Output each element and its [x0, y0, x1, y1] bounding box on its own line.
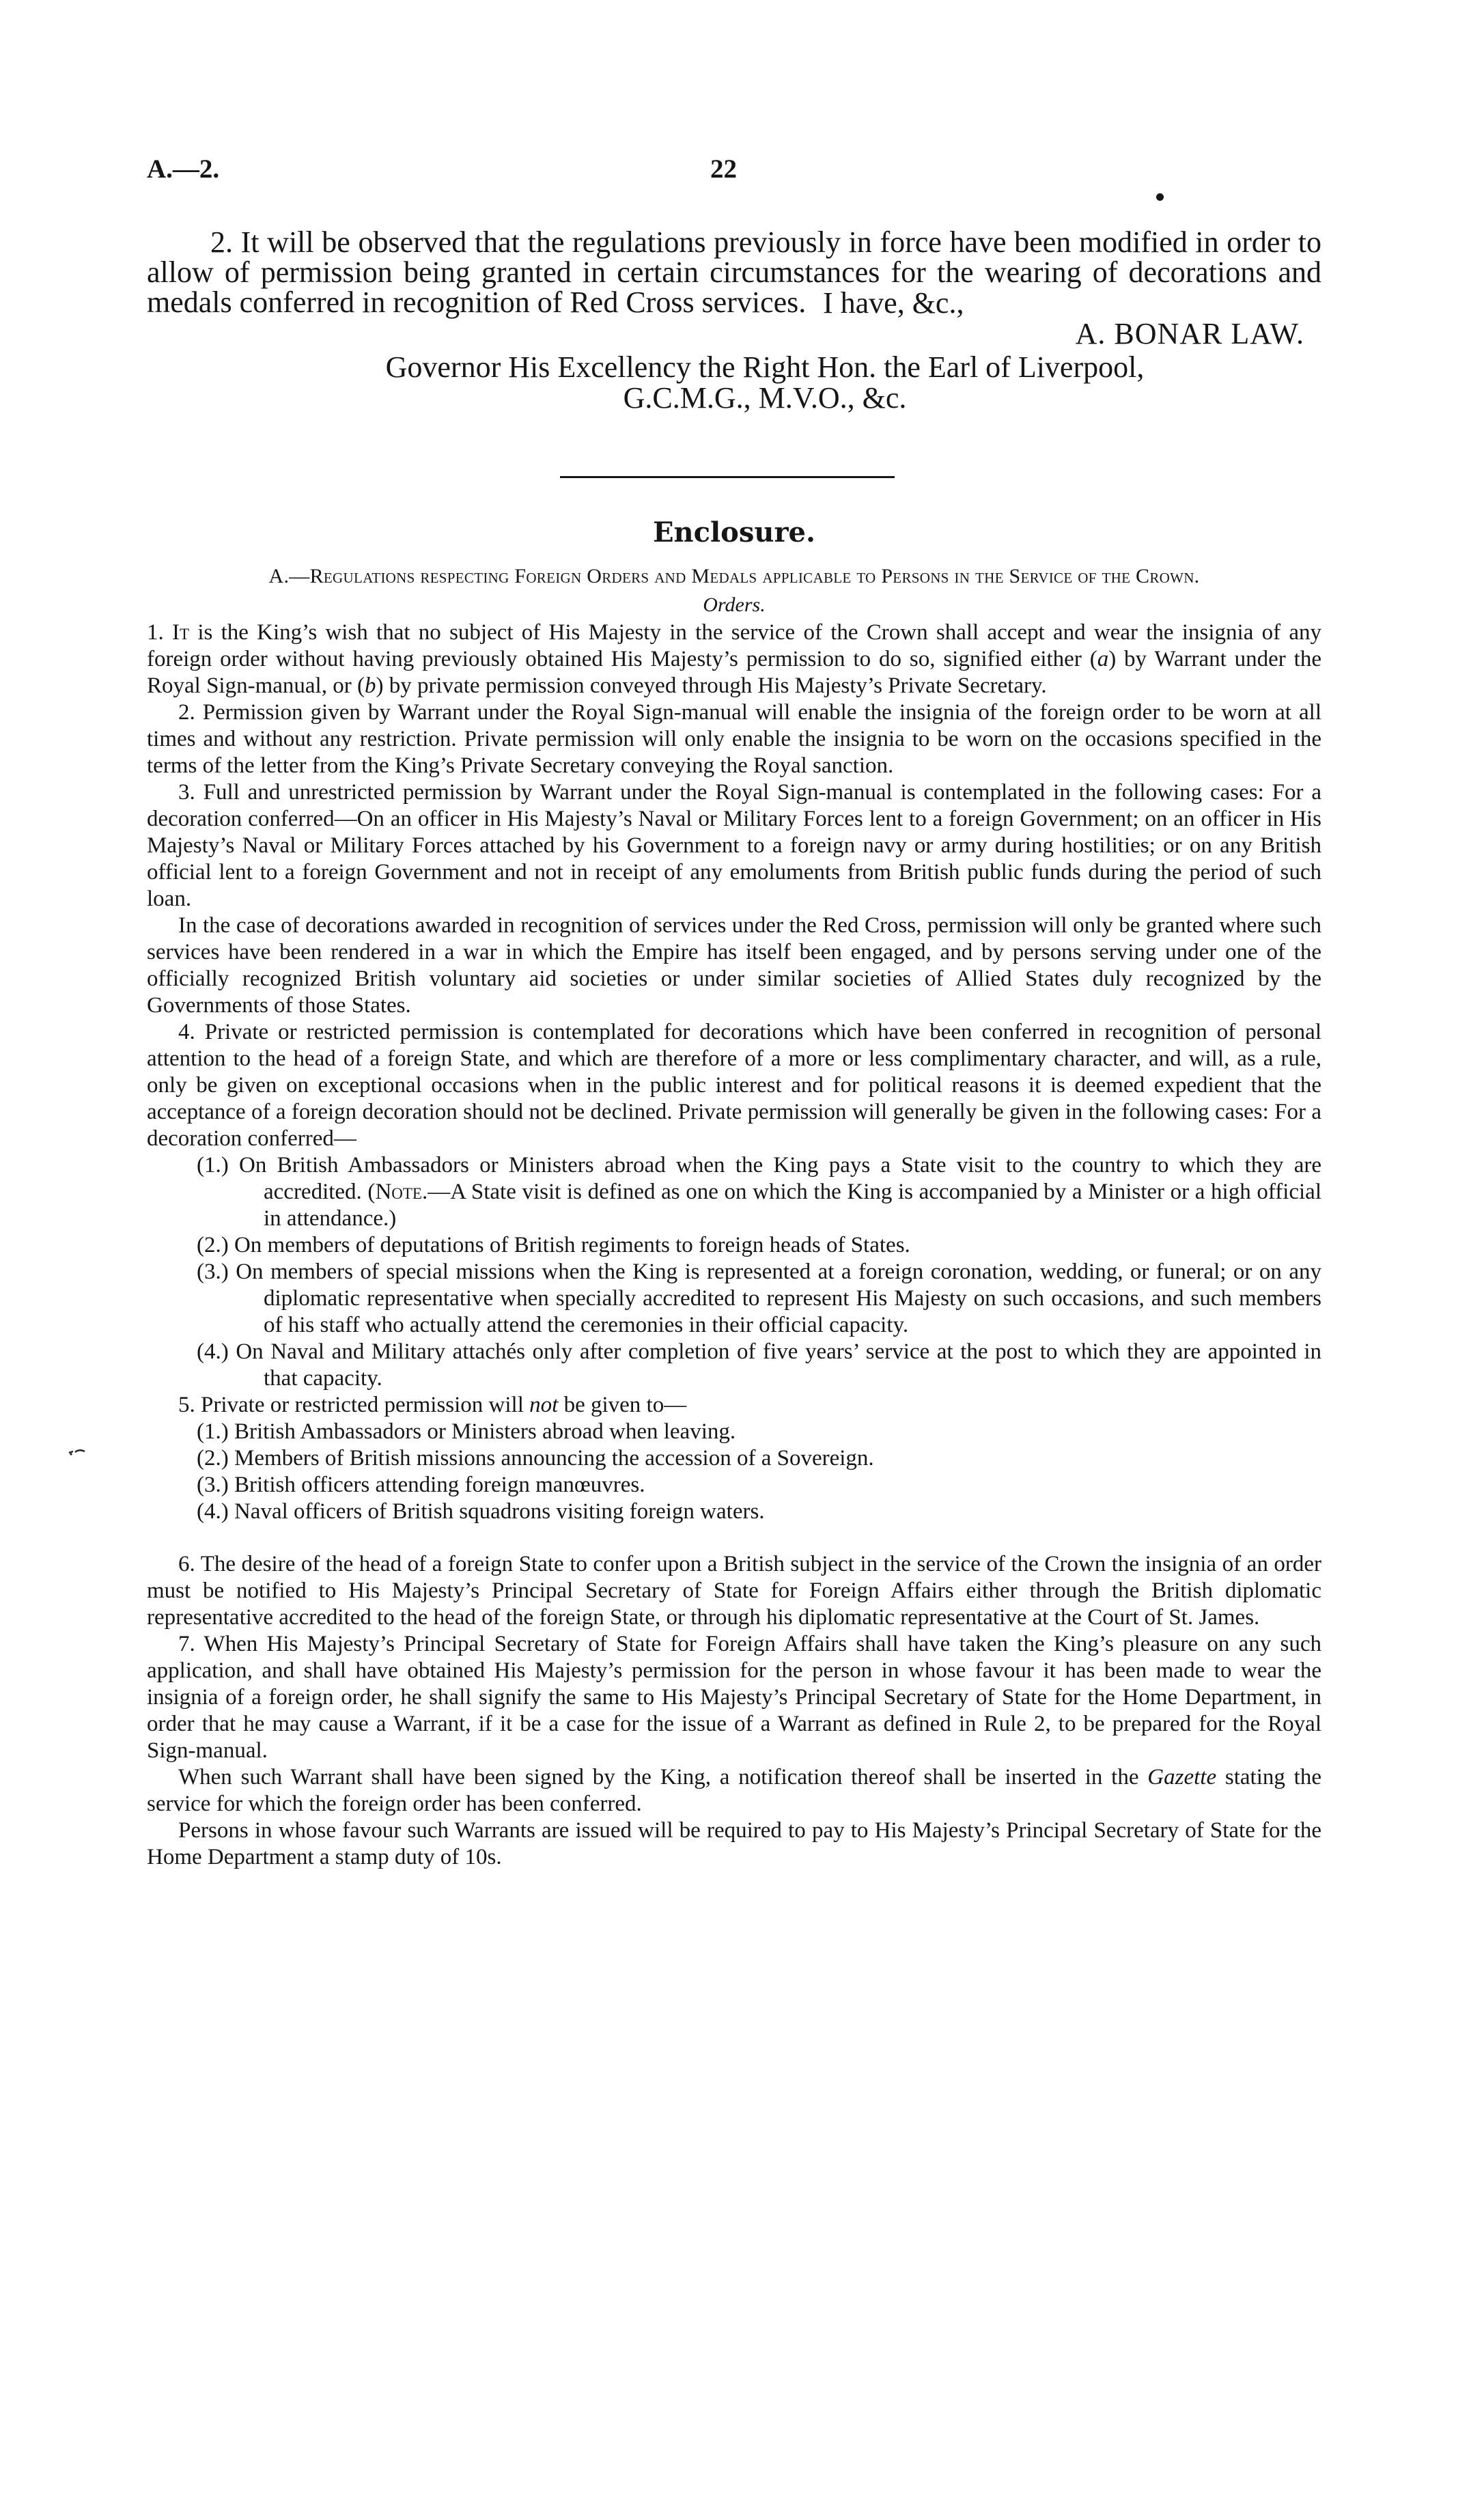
signature: A. BONAR LAW. — [1075, 317, 1304, 350]
rule-3-red-cross: In the case of decorations awarded in recognition of services under the Red Cross, permission will only be granted where such services have been rendered in a war in which the Empire has itself been engaged, and by persons serving under one of the officially recognized British voluntary aid societies or under similar societies of Allied States duly recognized by the Governments of those States. — [147, 913, 1321, 1018]
running-header — [147, 154, 1321, 195]
enclosure-heading: Enclosure. — [653, 516, 815, 548]
rule-1-lead: 1. It — [147, 620, 190, 645]
addressee — [208, 352, 1321, 413]
rule-6: 6. The desire of the head of a foreign State to confer upon a British subject in the service of the Crown the insignia of an order must be notified to His Majesty’s Principal Secretary of State for Foreign Affairs either through the British diplomatic representative accredited to the head of the foreign State, or through his diplomatic representative at the Court of St. James. — [147, 1552, 1321, 1630]
page-number: 22 — [710, 154, 737, 184]
rule-3: 3. Full and unrestricted permission by Warrant under the Royal Sign-manual is contemplated in the following cases: For a decoration conferred—On an officer in His Majesty’s Naval or Military Forces lent to a foreign Government; on an officer in His Majesty’s Naval or Military Forces attached by his Government to a foreign navy or army during hostilities; or on any British official lent to a foreign Government and not in receipt of any emoluments from British public funds during the period of such loan. — [147, 780, 1321, 911]
rule-5: 5. Private or restricted permission will not be given to— — [178, 1393, 687, 1417]
emphasis-not: not — [529, 1393, 559, 1417]
orders-subheading: Orders. — [703, 594, 766, 616]
rule-4-item-2: (2.) On members of deputations of British regiments to foreign heads of States. — [197, 1233, 910, 1257]
addressee-line-2: G.C.M.G., M.V.O., &c. — [623, 381, 907, 415]
margin-ink-mark — [68, 1448, 86, 1456]
addressee-line-1: Governor His Excellency the Right Hon. the Earl of Liverpool, — [385, 350, 1145, 384]
regulations-text — [147, 619, 1321, 1871]
rule-4-item-4: (4.) On Naval and Military attachés only after completion of five years’ service at the post to which they are appointed in that capacity. — [197, 1339, 1321, 1391]
section-divider — [560, 476, 895, 478]
rule-5-item: (2.) Members of British missions announcing the accession of a Sovereign. — [197, 1446, 874, 1471]
paragraph-gap — [147, 1525, 1321, 1551]
rule-5-item: (4.) Naval officers of British squadrons visiting foreign waters. — [197, 1499, 765, 1524]
enclosure-title — [147, 565, 1321, 588]
rule-4-item-1: (1.) On British Ambassadors or Ministers abroad when the King pays a State visit to the country to which they are accredited. (Note.—A State visit is defined as one on which the King is accompanied by a Minister or a high official in attendance.) — [197, 1153, 1321, 1231]
ink-dot — [1156, 193, 1164, 201]
rule-7: 7. When His Majesty’s Principal Secretary of State for Foreign Affairs shall have taken the King’s pleasure on any such application, and shall have obtained His Majesty’s permission for the person in whose favour it has been made to wear the insignia of a foreign order, he shall signify the same to His Majesty’s Principal Secretary of State for the Home Department, in order that he may cause a Warrant, if it be a case for the issue of a Warrant as defined in Rule 2, to be prepared for the Royal Sign-manual. — [147, 1632, 1321, 1763]
letter-paragraph-2: 2. It will be observed that the regulations previously in force have been modified in order to allow of permission being granted in certain circumstances for the wearing of decorations and medals conferred in recognition of Red Cross services. — [147, 225, 1321, 319]
rule-5-item: (3.) British officers attending foreign manœuvres. — [197, 1473, 645, 1497]
rule-1: 1. It is the King’s wish that no subject of His Majesty in the service of the Crown shall accept and wear the insignia of any foreign order without having previously obtained His Majesty’s permission to do so, signified either (a) by Warrant under the Royal Sign-manual, or (b) by private permission conveyed through His Majesty’s Private Secretary. — [147, 620, 1321, 698]
rule-4-list — [147, 1152, 1321, 1392]
enclosure-title-text: Regulations respecting Foreign Orders and Medals applicable to Persons in the Service of the Crown. — [309, 565, 1200, 587]
rule-4-item-3: (3.) On members of special missions when the King is represented at a foreign coronation, wedding, or funeral; or on any diplomatic representative when specially accredited to represent His Majesty on such occasions, and such members of his staff who actually attend the ceremonies in their official capacity. — [197, 1259, 1321, 1337]
rule-7-gazette: When such Warrant shall have been signed by the King, a notification thereof shall be inserted in the Gazette stating the service for which the foreign order has been conferred. — [147, 1765, 1322, 1816]
document-page — [147, 154, 1321, 1871]
rule-7-stamp-duty: Persons in whose favour such Warrants are issued will be required to pay to His Majesty’s Principal Secretary of State for the Home Department a stamp duty of 10s. — [147, 1818, 1321, 1869]
gazette-word: Gazette — [1147, 1765, 1217, 1789]
rule-2: 2. Permission given by Warrant under the Royal Sign-manual will enable the insignia of the foreign order to be worn at all times and without any restriction. Private permission will only enable the insignia to be worn on the occasions specified in the terms of the letter from the King’s Private Secretary conveying the Royal sanction. — [147, 700, 1321, 778]
rule-5-item: (1.) British Ambassadors or Ministers abroad when leaving. — [197, 1419, 736, 1444]
closing-phrase: I have, &c., — [823, 286, 964, 320]
rule-5-list — [147, 1419, 1321, 1525]
enclosure-title-prefix: A.— — [268, 565, 310, 587]
note-label: Note — [375, 1180, 422, 1204]
document-code: A.—2. — [147, 154, 220, 184]
rule-4: 4. Private or restricted permission is contemplated for decorations which have been conferred in recognition of personal attention to the head of a foreign State, and which are therefore of a more or less complimentary character, and will, as a rule, only be given on exceptional occasions when in the public interest and for political reasons it is deemed expedient that the acceptance of a foreign decoration should not be declined. Private permission will generally be given in the following cases: For a decoration conferred— — [147, 1020, 1321, 1151]
